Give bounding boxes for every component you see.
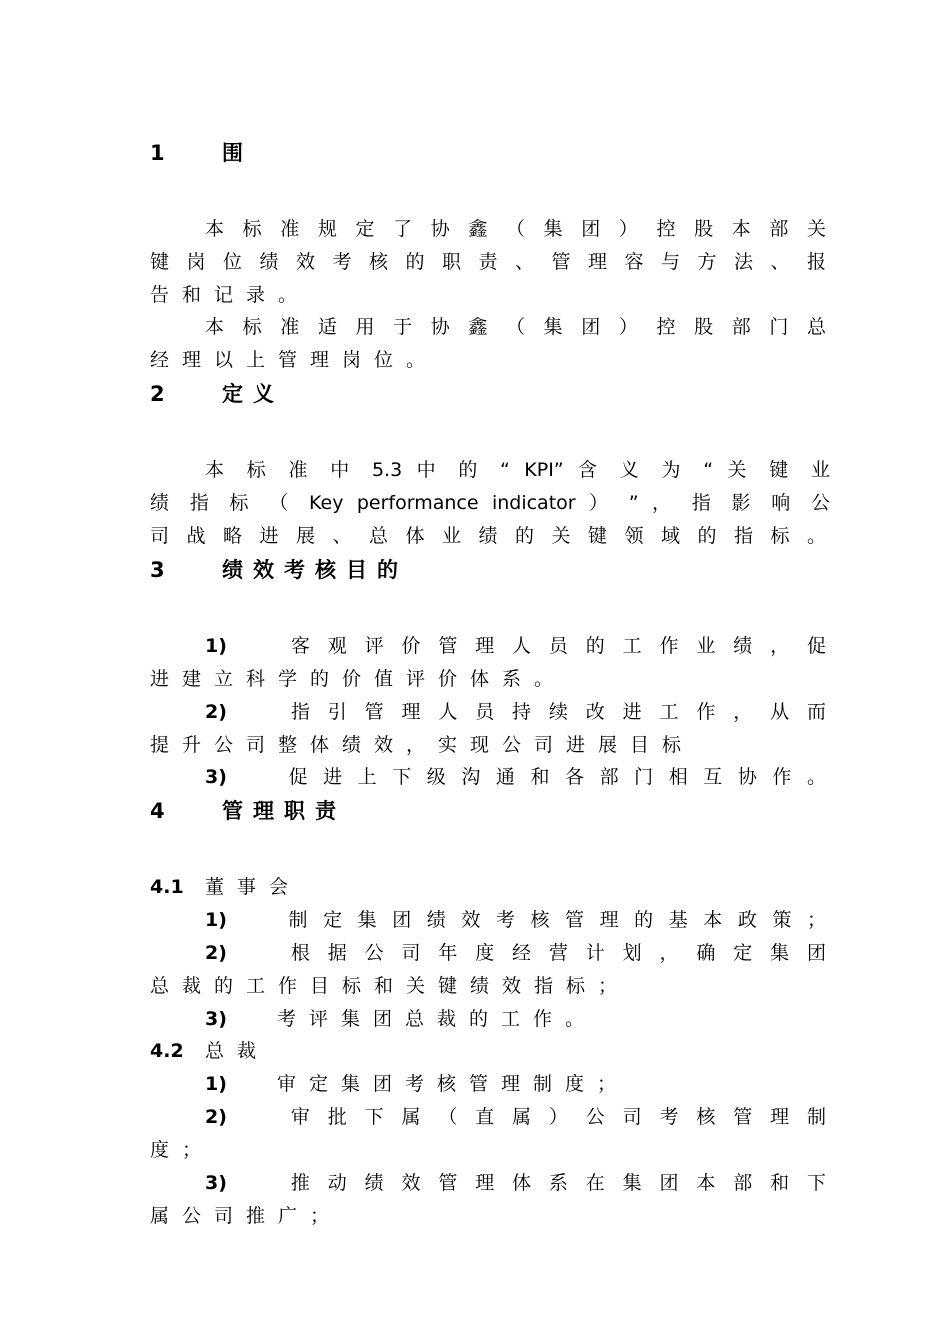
list-item [205, 1101, 830, 1134]
section-title: 管理职责 [222, 799, 346, 823]
list-item-text: 客观评价管理人员的工作业绩，促 [277, 635, 830, 657]
subsection-title: 董事会 [205, 876, 302, 898]
subsection-number: 4.1 [150, 876, 184, 898]
list-item-continuation: 属公司推广； [150, 1205, 343, 1227]
list-item-number: 2) [205, 942, 227, 964]
list-item-number: 3) [205, 766, 227, 788]
list-item-continuation: 度； [150, 1139, 215, 1161]
list-item-number: 1) [205, 1073, 227, 1095]
list-item-number: 2) [205, 701, 227, 723]
section-number: 1 [150, 141, 165, 165]
section-heading-4 [150, 794, 346, 828]
paragraph-line: 经理以上管理岗位。 [150, 349, 439, 371]
subsection-heading-4-2 [150, 1035, 830, 1068]
list-item-number: 1) [205, 909, 227, 931]
section-number: 3 [150, 558, 165, 582]
section-title: 绩效考核目的 [222, 558, 408, 582]
list-item-text: 指引管理人员持续改进工作，从而 [277, 701, 830, 723]
list-item-continuation: 提升公司整体绩效，实现公司进展目标 [150, 734, 695, 756]
list-item-number: 3) [205, 1172, 227, 1194]
subsection-title: 总裁 [205, 1040, 270, 1062]
paragraph-line: 告和记录。 [150, 284, 311, 306]
section-number: 4 [150, 799, 165, 823]
list-item-continuation: 总裁的工作目标和关键绩效指标； [150, 975, 631, 997]
list-item [205, 761, 830, 794]
subsection-number: 4.2 [150, 1040, 184, 1062]
list-item-number: 1) [205, 635, 227, 657]
paragraph-line: 绩 指 标 （ Key performance indicator ） ” ， 指 影 响 公 [150, 492, 830, 514]
section-heading-3 [150, 553, 408, 587]
paragraph-line: 键岗位绩效考核的职责、管理容与方法、报 [150, 251, 830, 273]
list-item-continuation: 进建立科学的价值评价体系。 [150, 668, 567, 690]
list-item-number: 2) [205, 1106, 227, 1128]
list-item [205, 696, 830, 729]
paragraph-line: 司战略进展、总体业绩的关键领域的指标。 [150, 525, 830, 547]
section-heading-2 [150, 377, 284, 411]
list-item-text: 审批下属（直属）公司考核管理制 [277, 1106, 830, 1128]
list-item [205, 1167, 830, 1200]
subsection-heading-4-1 [150, 871, 830, 904]
list-item-text: 审定集团考核管理制度； [277, 1073, 630, 1095]
list-item [205, 904, 830, 937]
paragraph-line: 本标准规定了协鑫（集团）控股本部关 [205, 218, 830, 240]
paragraph-line: 本 标 准 中 5.3 中 的 “ KPI” 含 义 为 “ 关 键 业 [205, 459, 830, 481]
list-item [205, 630, 830, 663]
list-item-text: 促进上下级沟通和各部门相互协作。 [277, 766, 830, 788]
section-title: 围 [222, 141, 253, 165]
list-item [205, 1068, 830, 1101]
list-item-text: 考评集团总裁的工作。 [277, 1008, 598, 1030]
section-heading-1 [150, 136, 253, 170]
paragraph-line: 本标准适用于协鑫（集团）控股部门总 [205, 316, 830, 338]
section-number: 2 [150, 382, 165, 406]
section-title: 定义 [222, 382, 284, 406]
list-item-text: 根据公司年度经营计划，确定集团 [277, 942, 830, 964]
list-item-text: 制定集团绩效考核管理的基本政策； [277, 909, 830, 931]
list-item [205, 1003, 830, 1036]
list-item-text: 推动绩效管理体系在集团本部和下 [277, 1172, 830, 1194]
list-item [205, 937, 830, 970]
list-item-number: 3) [205, 1008, 227, 1030]
